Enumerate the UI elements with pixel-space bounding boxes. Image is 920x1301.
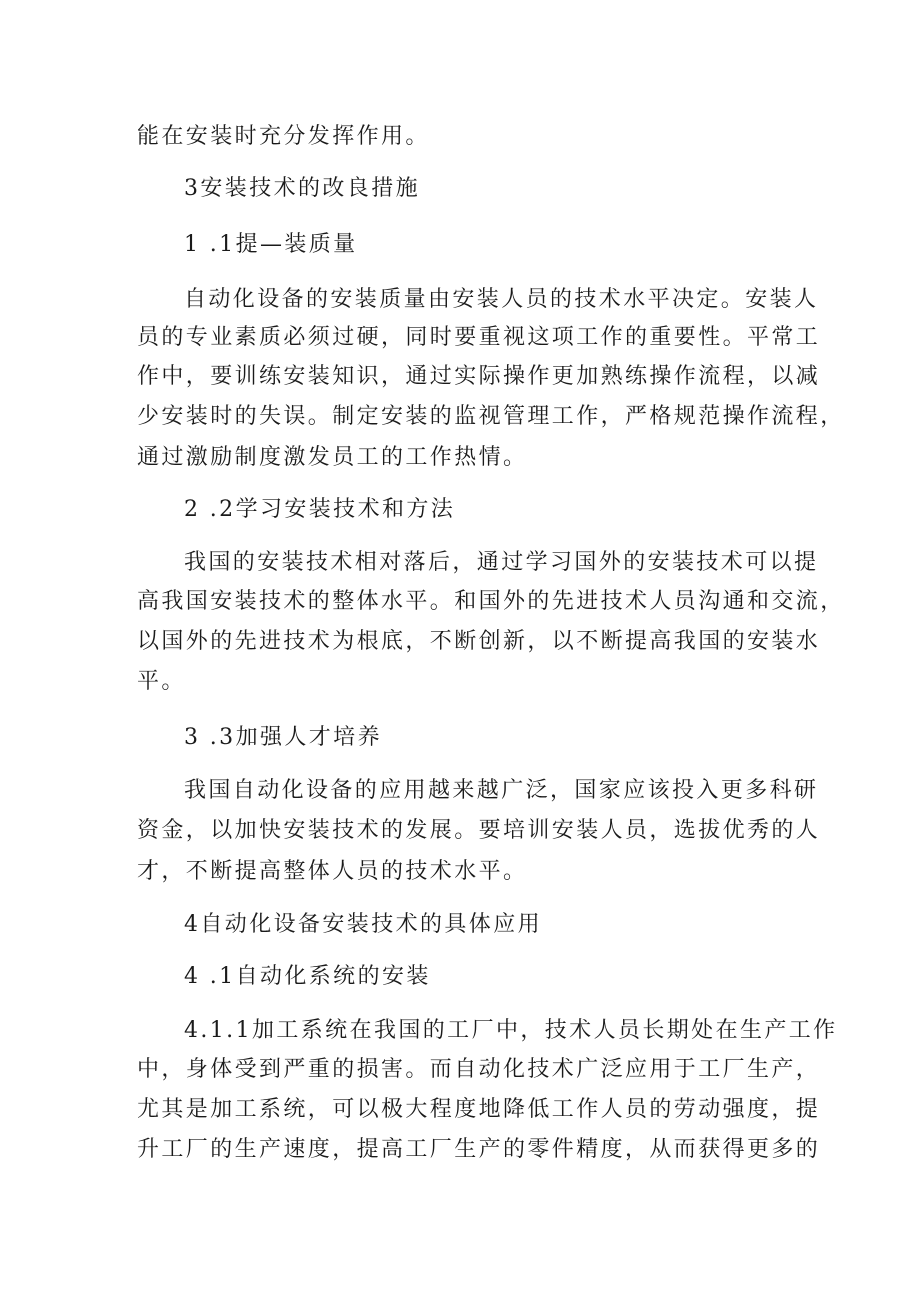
paragraph-line: 升工厂的生产速度，提高工厂生产的零件精度，从而获得更多的 <box>137 1137 821 1162</box>
paragraph-line: 平。 <box>137 669 186 694</box>
paragraph-line: 尤其是加工系统，可以极大程度地降低工作人员的劳动强度，提 <box>137 1097 821 1122</box>
section-heading-3: 3安装技术的改良措施 <box>184 176 420 201</box>
paragraph-line: 4.1.1加工系统在我国的工厂中，技术人员长期处在生产工作 <box>184 1018 838 1043</box>
paragraph-line: 作中，要训练安装知识，通过实际操作更加熟练操作流程，以减 <box>137 364 821 389</box>
section-heading-4: 4自动化设备安装技术的具体应用 <box>184 912 542 937</box>
paragraph-continuation: 能在安装时充分发挥作用。 <box>137 124 430 149</box>
paragraph-line: 我国的安装技术相对落后，通过学习国外的安装技术可以提 <box>184 550 819 575</box>
paragraph-line: 中，身体受到严重的损害。而自动化技术广泛应用于工厂生产， <box>137 1057 821 1082</box>
paragraph-line: 高我国安装技术的整体水平。和国外的先进技术人员沟通和交流， <box>137 589 845 614</box>
subsection-heading-3-1: 1 .1提—装质量 <box>184 232 358 257</box>
paragraph-line: 自动化设备的安装质量由安装人员的技术水平决定。安装人 <box>184 287 819 312</box>
paragraph-line: 我国自动化设备的应用越来越广泛，国家应该投入更多科研 <box>184 778 819 803</box>
paragraph-line: 才，不断提高整体人员的技术水平。 <box>137 859 528 884</box>
subsection-heading-3-3: 3 .3加强人才培养 <box>184 725 382 750</box>
paragraph-line: 通过激励制度激发员工的工作热情。 <box>137 445 528 470</box>
paragraph-line: 少安装时的失误。制定安装的监视管理工作，严格规范操作流程， <box>137 404 845 429</box>
paragraph-line: 以国外的先进技术为根底，不断创新，以不断提高我国的安装水 <box>137 629 821 654</box>
paragraph-line: 资金，以加快安装技术的发展。要培训安装人员，选拔优秀的人 <box>137 818 821 843</box>
subsection-heading-3-2: 2 .2学习安装技术和方法 <box>184 497 456 522</box>
subsection-heading-4-1: 4 .1自动化系统的安装 <box>184 964 431 989</box>
paragraph-line: 员的专业素质必须过硬，同时要重视这项工作的重要性。平常工 <box>137 325 821 350</box>
